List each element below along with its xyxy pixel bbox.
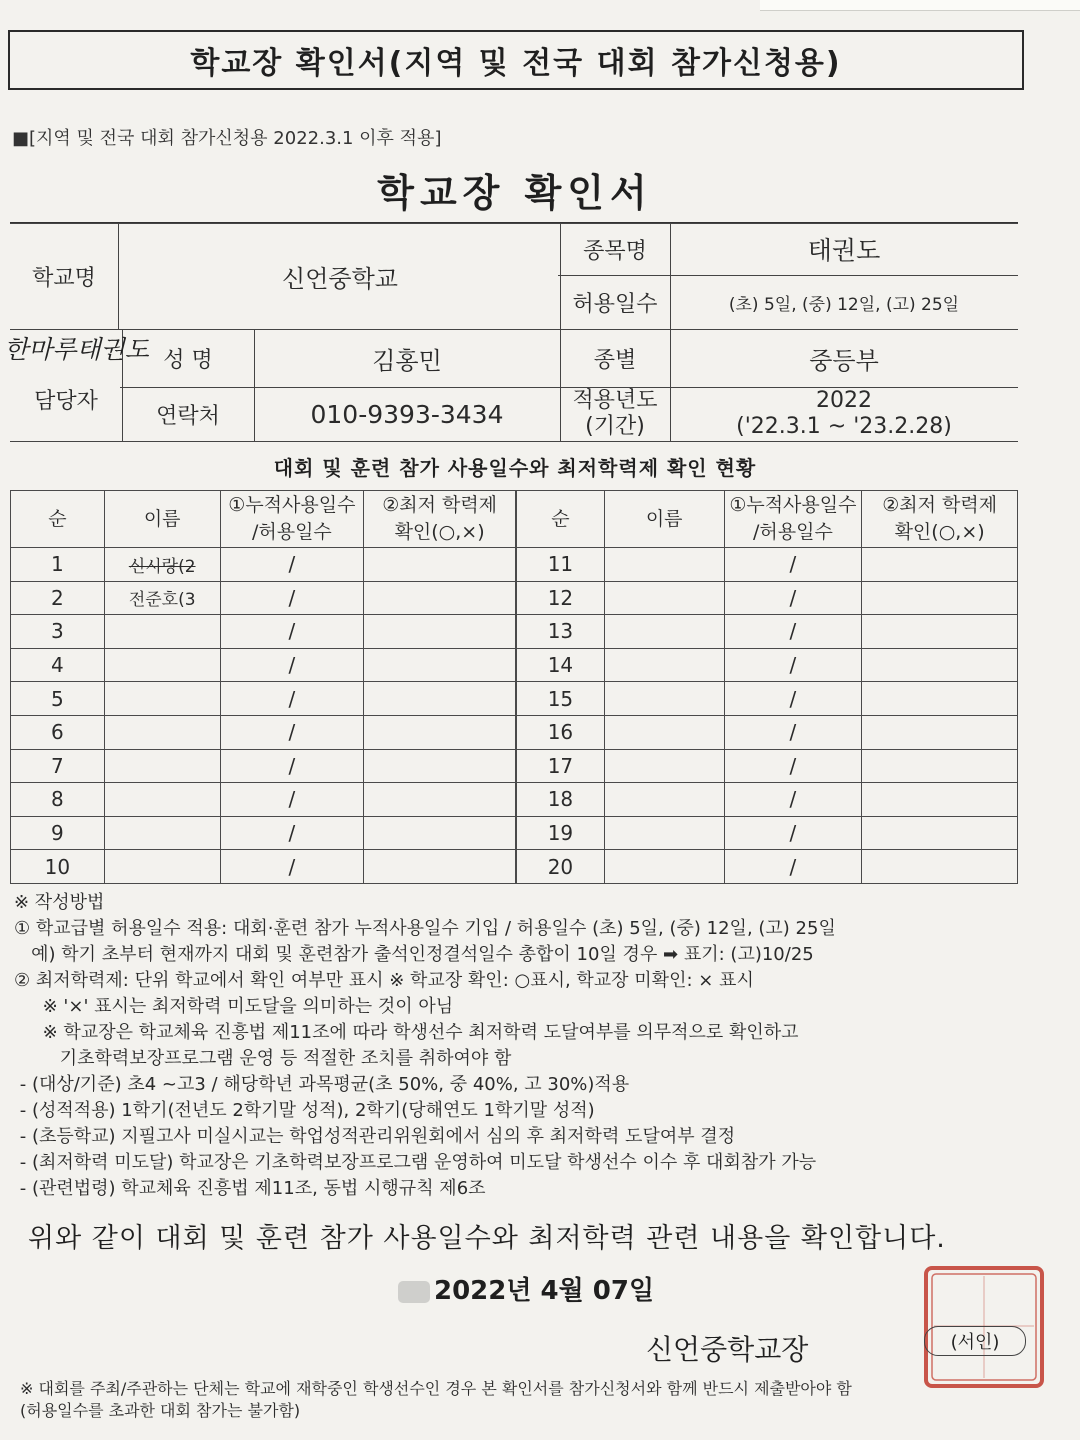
row-name [104, 682, 220, 716]
row-days: / [724, 783, 862, 817]
division-value: 중등부 [809, 346, 879, 375]
row-name [104, 615, 220, 649]
row-days: / [724, 615, 862, 649]
row-days: / [724, 648, 862, 682]
row-name [604, 615, 724, 649]
check-header-line2: 확인(○,×) [394, 521, 485, 543]
col-header-no: 순 [517, 491, 605, 548]
row-name [604, 749, 724, 783]
table-row [517, 715, 1018, 749]
footer-line1: ※ 대회를 주최/주관하는 단체는 학교에 재학중인 학생선수인 경우 본 확인서를 참가신청서와 함께 반드시 제출받아야 함 [20, 1379, 852, 1398]
usage-table-left [10, 490, 516, 884]
table-row [11, 816, 516, 850]
handwritten-manager-note: 한마루태권도 [4, 335, 149, 364]
table-row [517, 682, 1018, 716]
row-check [862, 783, 1018, 817]
signature-placeholder: (서인) [924, 1326, 1026, 1356]
applicability-notice: ■[지역 및 전국 대회 참가신청용 2022.3.1 이후 적용] [12, 128, 442, 149]
year-value [670, 387, 1018, 441]
col-header-name: 이름 [604, 491, 724, 548]
principal-title: 신언중학교장 [646, 1333, 809, 1366]
row-days: / [220, 816, 364, 850]
row-check [364, 715, 516, 749]
row-days: / [724, 715, 862, 749]
row-days: / [220, 548, 364, 582]
year-label-line1: 적용년도 [572, 388, 658, 413]
note-line: ① 학교급별 허용일수 적용: 대회·훈련 참가 누적사용일수 기입 / 허용일수 (초) 5일, (중) 12일, (고) 25일 [14, 918, 836, 939]
row-days: / [220, 850, 364, 884]
row-number: 18 [517, 783, 605, 817]
table-row [517, 581, 1018, 615]
table-row [11, 581, 516, 615]
days-header-line1: ①누적사용일수 [729, 494, 857, 516]
sport-value: 태권도 [807, 236, 881, 265]
row-days: / [220, 749, 364, 783]
section-title: 대회 및 훈련 참가 사용일수와 최저학력제 확인 현황 [273, 456, 757, 480]
row-check [364, 850, 516, 884]
note-line: - (최저학력 미도달) 학교장은 기초학력보장프로그램 운영하여 미도달 학생선수 이수 후 대회참가 가능 [14, 1152, 817, 1173]
row-days: / [724, 850, 862, 884]
check-header-line1: ②최저 학력제 [882, 494, 998, 516]
row-number: 5 [11, 682, 105, 716]
row-number: 14 [517, 648, 605, 682]
row-name [104, 715, 220, 749]
contact-label: 연락처 [156, 403, 220, 429]
row-days: / [724, 682, 862, 716]
contact-value: 010-9393-3434 [310, 399, 504, 429]
table-row [11, 682, 516, 716]
row-name [604, 816, 724, 850]
row-name [604, 682, 724, 716]
row-number: 4 [11, 648, 105, 682]
row-check [364, 648, 516, 682]
row-check [862, 682, 1018, 716]
row-number: 11 [517, 548, 605, 582]
row-number: 20 [517, 850, 605, 884]
row-name: 신시랑(2 [104, 548, 220, 582]
row-name [104, 648, 220, 682]
table-row [517, 648, 1018, 682]
name-value: 김홍민 [372, 346, 442, 375]
row-name [104, 850, 220, 884]
year-value-line1: 2022 [816, 388, 872, 413]
table-row [517, 548, 1018, 582]
note-line: ※ '×' 표시는 최저학력 미도달을 의미하는 것이 아님 [14, 996, 454, 1017]
row-check [364, 682, 516, 716]
row-number: 2 [11, 581, 105, 615]
row-check [364, 615, 516, 649]
row-number: 13 [517, 615, 605, 649]
division-label: 종별 [593, 347, 637, 373]
table-row [517, 816, 1018, 850]
note-line: ※ 작성방법 [14, 892, 105, 913]
note-line: - (초등학교) 지필고사 미실시교는 학업성적관리위원회에서 심의 후 최저학력 도달여부 결정 [14, 1126, 736, 1147]
col-header-check [862, 491, 1018, 548]
row-days: / [220, 615, 364, 649]
days-header-line2: /허용일수 [251, 521, 332, 543]
year-value-line2: ('22.3.1 ~ '23.2.28) [736, 414, 952, 439]
sport-label: 종목명 [583, 238, 647, 264]
allowed-days-value: (초) 5일, (중) 12일, (고) 25일 [728, 294, 960, 315]
paper-edge [760, 0, 1080, 11]
row-name [104, 783, 220, 817]
table-row [11, 749, 516, 783]
row-days: / [220, 715, 364, 749]
row-name [104, 749, 220, 783]
days-header-line1: ①누적사용일수 [228, 494, 356, 516]
table-row [11, 783, 516, 817]
days-header-line2: /허용일수 [752, 521, 833, 543]
row-number: 15 [517, 682, 605, 716]
row-days: / [220, 783, 364, 817]
col-header-name: 이름 [104, 491, 220, 548]
check-header-line1: ②최저 학력제 [382, 494, 498, 516]
school-value: 신언중학교 [282, 264, 398, 293]
row-number: 1 [11, 548, 105, 582]
row-name: 전준호(3 [104, 581, 220, 615]
redacted-mark [398, 1281, 430, 1303]
row-days: / [220, 682, 364, 716]
row-check [862, 816, 1018, 850]
row-number: 17 [517, 749, 605, 783]
row-name [604, 548, 724, 582]
row-number: 19 [517, 816, 605, 850]
row-number: 7 [11, 749, 105, 783]
row-check [364, 581, 516, 615]
row-days: / [724, 749, 862, 783]
row-number: 16 [517, 715, 605, 749]
row-check [862, 548, 1018, 582]
note-line: - (성적적용) 1학기(전년도 2학기말 성적), 2학기(당해연도 1학기말 성적) [14, 1100, 595, 1121]
row-name [604, 581, 724, 615]
table-row [11, 548, 516, 582]
row-days: / [724, 548, 862, 582]
row-check [364, 749, 516, 783]
row-name [604, 715, 724, 749]
row-number: 8 [11, 783, 105, 817]
row-check [364, 548, 516, 582]
row-number: 9 [11, 816, 105, 850]
row-check [862, 850, 1018, 884]
row-name [604, 783, 724, 817]
row-number: 12 [517, 581, 605, 615]
issue-date-text: 2022년 4월 07일 [434, 1276, 655, 1306]
row-days: / [724, 816, 862, 850]
col-header-days [220, 491, 364, 548]
row-name [604, 850, 724, 884]
table-row [11, 715, 516, 749]
banner-title: 학교장 확인서(지역 및 전국 대회 참가신청용) [8, 30, 1024, 90]
manager-label: 담당자 [34, 388, 98, 414]
school-label: 학교명 [32, 265, 96, 291]
row-days: / [220, 581, 364, 615]
year-label-line2: (기간) [585, 414, 645, 439]
check-header-line2: 확인(○,×) [894, 521, 985, 543]
row-check [364, 783, 516, 817]
table-row [11, 850, 516, 884]
row-name [604, 648, 724, 682]
issue-date [398, 1270, 654, 1307]
table-row [11, 648, 516, 682]
table-row [517, 615, 1018, 649]
table-row [11, 615, 516, 649]
row-check [862, 749, 1018, 783]
row-check [364, 816, 516, 850]
row-days: / [724, 581, 862, 615]
note-line: 기초학력보장프로그램 운영 등 적절한 조치를 취하여야 함 [14, 1048, 512, 1069]
usage-table-right [516, 490, 1018, 884]
col-header-days [724, 491, 862, 548]
footer-note [20, 1378, 852, 1422]
footer-line2: (허용일수를 초과한 대회 참가는 불가함) [20, 1401, 301, 1420]
name-label: 성 명 [163, 347, 213, 373]
note-line: ※ 학교장은 학교체육 진흥법 제11조에 따라 학생선수 최저학력 도달여부를 의무적으로 확인하고 [14, 1022, 799, 1043]
table-row [517, 749, 1018, 783]
allowed-days-label: 허용일수 [572, 291, 658, 317]
year-label [560, 387, 670, 441]
row-check [862, 581, 1018, 615]
note-line: ② 최저학력제: 단위 학교에서 확인 여부만 표시 ※ 학교장 확인: ○표시, 학교장 미확인: × 표시 [14, 970, 754, 991]
row-number: 3 [11, 615, 105, 649]
row-number: 6 [11, 715, 105, 749]
row-check [862, 648, 1018, 682]
table-row [517, 850, 1018, 884]
row-days: / [220, 648, 364, 682]
col-header-check [364, 491, 516, 548]
confirmation-statement: 위와 같이 대회 및 훈련 참가 사용일수와 최저학력 관련 내용을 확인합니다. [28, 1223, 946, 1254]
note-line: - (대상/기준) 초4 ~고3 / 해당학년 과목평균(초 50%, 중 40%, 고 30%)적용 [14, 1074, 630, 1095]
row-check [862, 715, 1018, 749]
col-header-no: 순 [11, 491, 105, 548]
row-number: 10 [11, 850, 105, 884]
note-line: - (관련법령) 학교체육 진흥법 제11조, 동법 시행규칙 제6조 [14, 1178, 486, 1199]
table-row [517, 783, 1018, 817]
document-title: 학교장 확인서 [377, 171, 653, 215]
note-line: 예) 학기 초부터 현재까지 대회 및 훈련참가 출석인정결석일수 총합이 10일 경우 ➡ 표기: (고)10/25 [14, 944, 814, 965]
row-check [862, 615, 1018, 649]
info-table [10, 222, 1018, 443]
row-name [104, 816, 220, 850]
instructions-notes [14, 890, 1024, 1202]
